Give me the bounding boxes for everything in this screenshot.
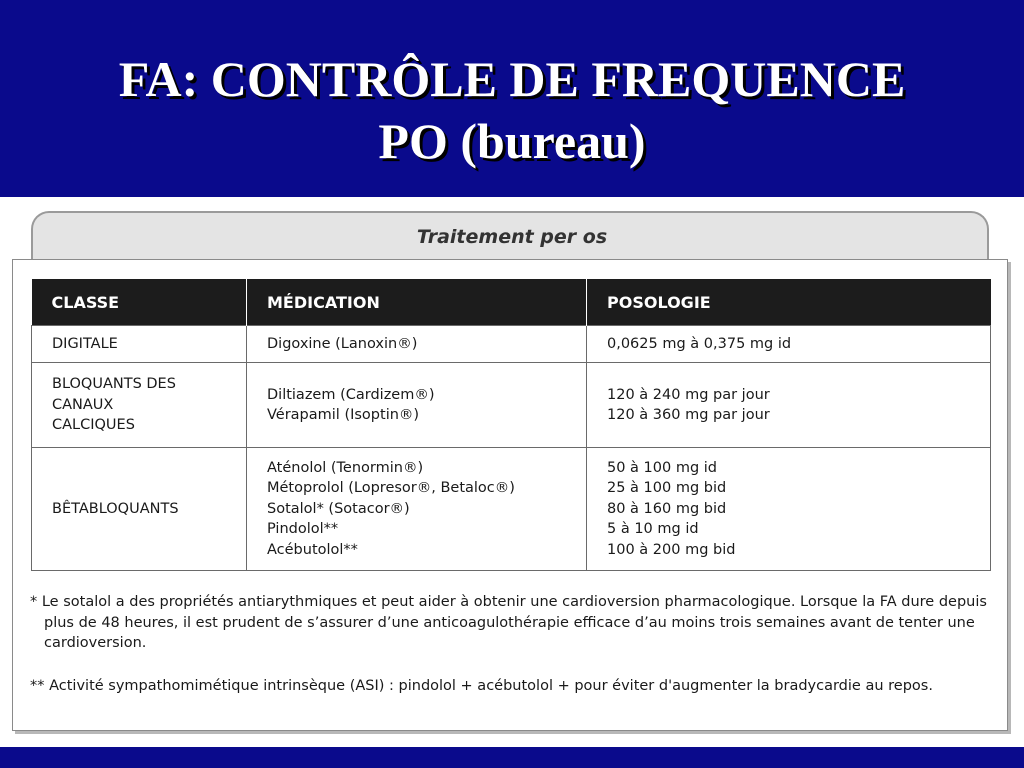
cell-medication (247, 448, 587, 571)
cell-medication (247, 363, 587, 448)
slide-title-line-2: PO (bureau) (378, 113, 646, 169)
posologie-line: 50 à 100 mg id (607, 459, 718, 476)
cell-posologie (587, 448, 991, 571)
footnote-sotalol: * Le sotalol a des propriétés antiarythmiques et peut aider à obtenir une cardioversion pharmacologique. Lorsque la FA dure depuis plus de 48 heures, il est prudent de s’assurer d’une anticoagulothérapie efficace d’au moins trois semaines avant de tenter une cardioversion. (30, 594, 987, 651)
slide-title-line-1: FA: CONTRÔLE DE FREQUENCE (118, 51, 906, 107)
slide-title (0, 48, 1024, 172)
table-row (32, 363, 991, 448)
medication-line: Pindolol** (267, 521, 339, 538)
footer-band (0, 747, 1024, 768)
medication-line: Métoprolol (Lopresor®, Betaloc®) (267, 480, 515, 497)
posologie-line: 120 à 240 mg par jour (607, 386, 770, 403)
medication-line: Aténolol (Tenormin®) (267, 459, 424, 476)
footnote-asi: ** Activité sympathomimétique intrinsèque (ASI) : pindolol + acébutolol + pour éviter d'augmenter la bradycardie au repos. (30, 677, 933, 694)
table-row (32, 448, 991, 571)
table-header-row (32, 279, 991, 326)
cell-classe (32, 326, 247, 363)
posologie-line: 0,0625 mg à 0,375 mg id (607, 335, 792, 352)
cell-classe (32, 363, 247, 448)
header-classe: CLASSE (32, 279, 247, 326)
panel-tab-title: Traitement per os (416, 226, 608, 248)
cell-medication (247, 326, 587, 363)
classe-line: CALCIQUES (52, 417, 135, 434)
posologie-line: 80 à 160 mg bid (607, 500, 727, 517)
classe-line: DIGITALE (52, 335, 118, 352)
header-posologie: POSOLOGIE (587, 279, 991, 326)
medication-line: Acébutolol** (267, 541, 358, 558)
posologie-line: 25 à 100 mg bid (607, 480, 727, 497)
classe-line: BÊTABLOQUANTS (52, 500, 179, 517)
medication-line: Diltiazem (Cardizem®) (267, 386, 435, 403)
header-medication: MÉDICATION (247, 279, 587, 326)
posologie-line: 5 à 10 mg id (607, 521, 699, 538)
posologie-line: 120 à 360 mg par jour (607, 407, 770, 423)
medication-table (31, 279, 991, 571)
classe-line: BLOQUANTS DES (52, 376, 176, 393)
medication-line: Digoxine (Lanoxin®) (267, 335, 418, 352)
posologie-line: 100 à 200 mg bid (607, 541, 736, 558)
cell-classe (32, 448, 247, 571)
classe-line: CANAUX (52, 396, 114, 413)
cell-posologie (587, 363, 991, 448)
medication-line: Vérapamil (Isoptin®) (267, 407, 420, 423)
footnotes (30, 592, 990, 696)
cell-posologie (587, 326, 991, 363)
table-row (32, 326, 991, 363)
medication-line: Sotalol* (Sotacor®) (267, 500, 410, 517)
